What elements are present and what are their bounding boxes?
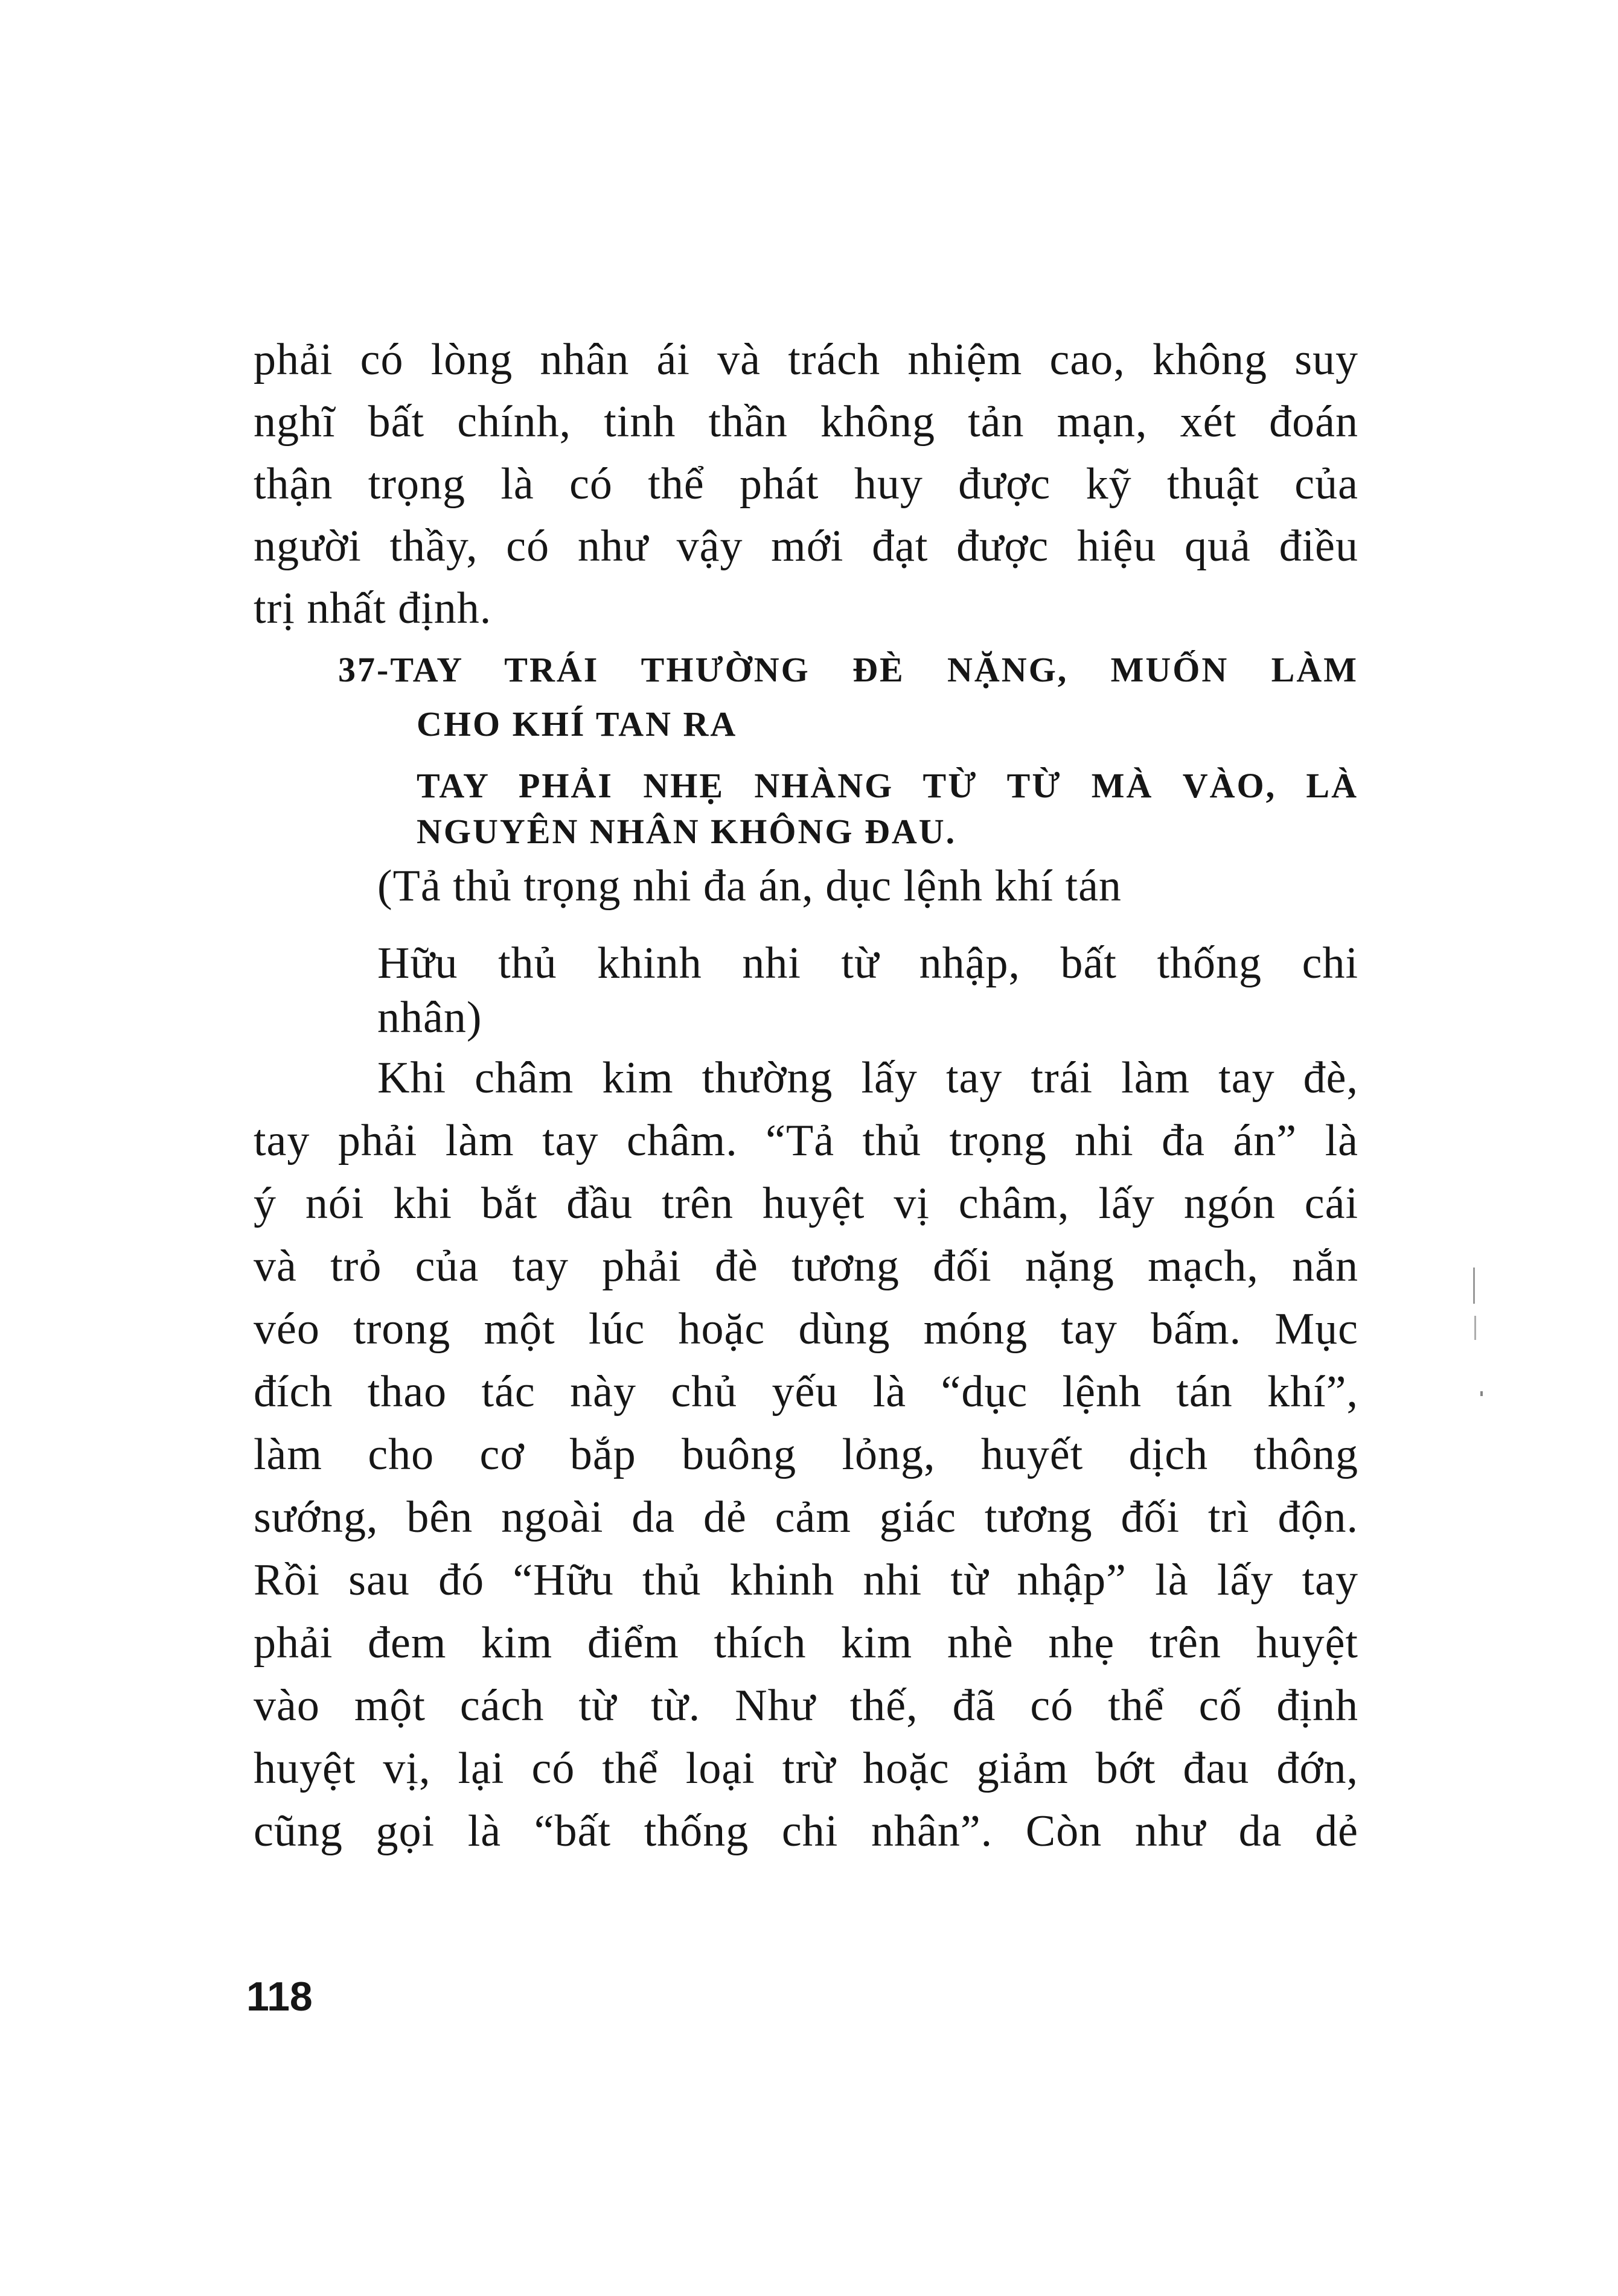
- quote-line: nhân): [377, 993, 482, 1042]
- text-line: thận trọng là có thể phát huy được kỹ thuật của: [254, 459, 1358, 509]
- text-line: ý nói khi bắt đầu trên huyệt vị châm, lấy ngón cái: [254, 1179, 1358, 1228]
- scan-speck: [1473, 1268, 1475, 1304]
- text-line: làm cho cơ bắp buông lỏng, huyết dịch thông: [254, 1430, 1358, 1479]
- text-line: sướng, bên ngoài da dẻ cảm giác tương đối trì độn.: [254, 1493, 1358, 1542]
- quote-line: (Tả thủ trọng nhi đa án, dục lệnh khí tán: [377, 861, 1122, 911]
- page-number: 118: [246, 1974, 313, 2020]
- text-line: vào một cách từ từ. Như thế, đã có thể cố định: [254, 1681, 1358, 1730]
- text-line: huyệt vị, lại có thể loại trừ hoặc giảm bớt đau đớn,: [254, 1744, 1358, 1793]
- text-line: Khi châm kim thường lấy tay trái làm tay đè,: [377, 1053, 1358, 1103]
- scan-speck: [1474, 1316, 1476, 1340]
- text-line: trị nhất định.: [254, 584, 492, 633]
- heading-line: CHO KHÍ TAN RA: [417, 704, 738, 744]
- text-line: phải có lòng nhân ái và trách nhiệm cao, không suy: [254, 335, 1358, 384]
- quote-line: Hữu thủ khinh nhi từ nhập, bất thống chi: [377, 939, 1358, 988]
- text-line: nghĩ bất chính, tinh thần không tản mạn, xét đoán: [254, 397, 1358, 447]
- text-line: cũng gọi là “bất thống chi nhân”. Còn như da dẻ: [254, 1807, 1358, 1856]
- text-line: người thầy, có như vậy mới đạt được hiệu quả điều: [254, 521, 1358, 571]
- text-line: véo trong một lúc hoặc dùng móng tay bấm. Mục: [254, 1304, 1358, 1354]
- text-line: đích thao tác này chủ yếu là “dục lệnh tán khí”,: [254, 1367, 1358, 1417]
- text-line: Rồi sau đó “Hữu thủ khinh nhi từ nhập” là lấy tay: [254, 1555, 1358, 1605]
- text-line: và trỏ của tay phải đè tương đối nặng mạch, nắn: [254, 1242, 1358, 1291]
- heading-line: NGUYÊN NHÂN KHÔNG ĐAU.: [417, 812, 957, 851]
- scan-speck: [1480, 1391, 1483, 1396]
- text-line: tay phải làm tay châm. “Tả thủ trọng nhi đa án” là: [254, 1116, 1358, 1166]
- heading-line: TAY PHẢI NHẸ NHÀNG TỪ TỪ MÀ VÀO, LÀ: [417, 766, 1358, 805]
- text-line: phải đem kim điểm thích kim nhè nhẹ trên huyệt: [254, 1618, 1358, 1668]
- heading-line: 37-TAY TRÁI THƯỜNG ĐÈ NẶNG, MUỐN LÀM: [338, 650, 1358, 689]
